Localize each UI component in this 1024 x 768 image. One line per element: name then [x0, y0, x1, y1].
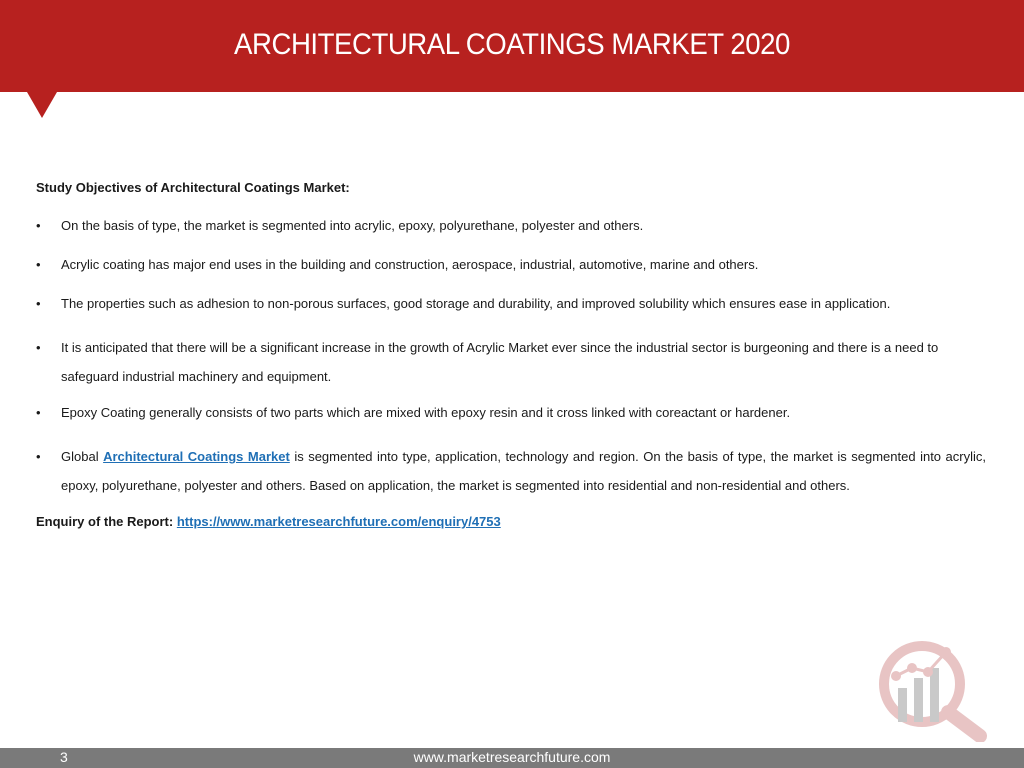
bullet-text-prefix: Global — [61, 449, 104, 464]
bullet-text: It is anticipated that there will be a significant increase in the growth of Acrylic Market ever since the industrial sector is burgeoning and there is a need to safeguard industrial machinery and equipment. — [61, 340, 939, 384]
list-item — [36, 216, 986, 236]
enquiry-label: Enquiry of the Report: — [36, 514, 177, 529]
bullet-text — [61, 442, 986, 500]
header-bar — [0, 0, 1024, 92]
list-item — [36, 294, 986, 314]
bullet-text: The properties such as adhesion to non-porous surfaces, good storage and durability, and improved solubility which ensures ease in application. — [61, 296, 891, 311]
section-heading: Study Objectives of Architectural Coatings Market: — [36, 180, 350, 195]
bullet-text: On the basis of type, the market is segmented into acrylic, epoxy, polyurethane, polyester and others. — [61, 218, 644, 233]
bullet-text: Acrylic coating has major end uses in the building and construction, aerospace, industrial, automotive, marine and others. — [61, 257, 759, 272]
architectural-coatings-market-link[interactable]: Architectural Coatings Market — [103, 449, 290, 464]
bullet-marker: • — [36, 296, 41, 311]
enquiry-line — [36, 512, 986, 532]
header-notch — [27, 92, 57, 118]
bullet-marker: • — [36, 449, 41, 464]
list-item — [36, 442, 986, 500]
footer-website: www.marketresearchfuture.com — [413, 749, 611, 765]
page-title: ARCHITECTURAL COATINGS MARKET 2020 — [234, 28, 790, 61]
enquiry-link[interactable]: https://www.marketresearchfuture.com/enquiry/4753 — [176, 514, 501, 529]
list-item — [36, 255, 986, 275]
market-research-logo-icon — [862, 632, 992, 742]
bullet-list — [36, 216, 986, 500]
bullet-marker: • — [36, 405, 41, 420]
list-item — [36, 403, 986, 423]
bullet-text-suffix: is segmented into type, application, technology and region. On the basis of type, the market is segmented into acrylic, epoxy, polyurethane, polyester and others. Based on application, the market is segmented into residential and non-residential and others. — [61, 449, 986, 493]
list-item — [36, 333, 986, 391]
footer-bar — [0, 748, 1024, 768]
page-number: 3 — [60, 749, 68, 765]
bullet-marker: • — [36, 340, 41, 355]
bullet-text: Epoxy Coating generally consists of two parts which are mixed with epoxy resin and it cross linked with coreactant or hardener. — [61, 405, 791, 420]
main-content — [36, 178, 986, 532]
bullet-marker: • — [36, 218, 41, 233]
bullet-marker: • — [36, 257, 41, 272]
